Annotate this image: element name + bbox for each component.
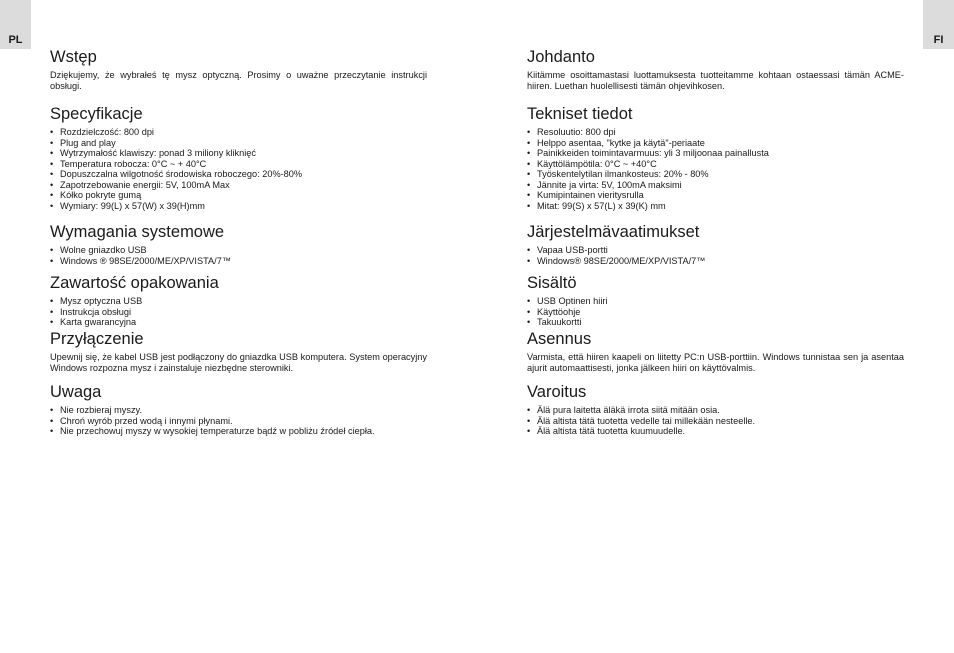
language-tab-pl (0, 0, 31, 49)
section-heading: Asennus (527, 330, 592, 348)
contents-section (50, 273, 427, 329)
section-heading: Wymagania systemowe (50, 223, 225, 241)
list-item: • Rozdzielczość: 800 dpi (50, 127, 427, 138)
list-item: • USB Optinen hiiri (527, 296, 904, 307)
section-heading: Wstęp (50, 48, 97, 66)
contents-list (50, 296, 427, 328)
specs-section (527, 104, 904, 222)
section-heading: Järjestelmävaatimukset (527, 223, 700, 241)
list-item: • Dopuszczalna wilgotność środowiska roboczego: 20%-80% (50, 169, 427, 180)
section-heading: Sisältö (527, 274, 577, 292)
list-item: • Helppo asentaa, "kytke ja käytä"-periaate (527, 138, 904, 149)
list-item: • Windows® 98SE/2000/ME/XP/VISTA/7™ (527, 256, 904, 267)
section-heading: Johdanto (527, 48, 595, 66)
list-item: • Käyttöohje (527, 307, 904, 318)
list-item: • Windows ® 98SE/2000/ME/XP/VISTA/7™ (50, 256, 427, 267)
contents-section (527, 273, 904, 329)
connection-section (50, 329, 427, 382)
list-item: • Karta gwarancyjna (50, 317, 427, 328)
section-heading: Varoitus (527, 383, 587, 401)
requirements-section (50, 222, 427, 273)
list-item: • Resoluutio: 800 dpi (527, 127, 904, 138)
list-item: • Temperatura robocza: 0°C ~ + 40°C (50, 159, 427, 170)
list-item: • Älä altista tätä tuotetta kuumuudelle. (527, 426, 904, 437)
connection-text: Upewnij się, że kabel USB jest podłączony do gniazdka USB komputera. System operacyjny Windows rozpozna mysz i zainstaluje niezbędne sterowniki. (50, 352, 427, 373)
intro-text: Dziękujemy, że wybrałeś tę mysz optyczną. Prosimy o uważne przeczytanie instrukcji obsługi. (50, 70, 427, 91)
intro-text: Kiitämme osoittamastasi luottamuksesta tuotteitamme kohtaan ostaessasi tämän ACME-hiiren. Luethan huolellisesti tämän ohjevihkosen. (527, 70, 904, 91)
section-heading: Zawartość opakowania (50, 274, 219, 292)
finnish-column (527, 47, 904, 437)
list-item: • Plug and play (50, 138, 427, 149)
connection-section (527, 329, 904, 382)
specs-section (50, 104, 427, 222)
section-heading: Tekniset tiedot (527, 105, 633, 123)
requirements-list (50, 245, 427, 266)
warning-section (527, 382, 904, 437)
specs-list (527, 127, 904, 211)
language-tab-fi (923, 0, 954, 49)
list-item: • Vapaa USB-portti (527, 245, 904, 256)
section-heading: Uwaga (50, 383, 102, 401)
language-tab-label: PL (8, 34, 23, 46)
specs-list (50, 127, 427, 211)
warning-list (50, 405, 427, 437)
list-item: • Wymiary: 99(L) x 57(W) x 39(H)mm (50, 201, 427, 212)
list-item: • Zapotrzebowanie energii: 5V, 100mA Max (50, 180, 427, 191)
section-heading: Specyfikacje (50, 105, 143, 123)
connection-text: Varmista, että hiiren kaapeli on liitetty PC:n USB-porttiin. Windows tunnistaa sen ja asentaa ajurit automaattisesti, jonka jälkeen hiiri on käyttövalmis. (527, 352, 904, 373)
list-item: • Nie przechowuj myszy w wysokiej temperaturze bądź w pobliżu źródeł ciepła. (50, 426, 427, 437)
list-item: • Käyttölämpötila: 0°C ~ +40°C (527, 159, 904, 170)
section-heading: Przyłączenie (50, 330, 144, 348)
warning-section (50, 382, 427, 437)
requirements-section (527, 222, 904, 273)
polish-column (50, 47, 427, 437)
list-item: • Chroń wyrób przed wodą i innymi płynami. (50, 416, 427, 427)
warning-list (527, 405, 904, 437)
list-item: • Instrukcja obsługi (50, 307, 427, 318)
list-item: • Nie rozbieraj myszy. (50, 405, 427, 416)
list-item: • Kółko pokryte gumą (50, 190, 427, 201)
list-item: • Työskentelytilan ilmankosteus: 20% - 80% (527, 169, 904, 180)
intro-section (527, 47, 904, 104)
list-item: • Jännite ja virta: 5V, 100mA maksimi (527, 180, 904, 191)
contents-list (527, 296, 904, 328)
list-item: • Älä pura laitetta äläkä irrota siitä mitään osia. (527, 405, 904, 416)
list-item: • Takuukortti (527, 317, 904, 328)
list-item: • Painikkeiden toimintavarmuus: yli 3 miljoonaa painallusta (527, 148, 904, 159)
intro-section (50, 47, 427, 104)
list-item: • Wolne gniazdko USB (50, 245, 427, 256)
list-item: • Kumipintainen vieritysrulla (527, 190, 904, 201)
list-item: • Mysz optyczna USB (50, 296, 427, 307)
list-item: • Mitat: 99(S) x 57(L) x 39(K) mm (527, 201, 904, 212)
language-tab-label: FI (933, 34, 944, 46)
list-item: • Wytrzymałość klawiszy: ponad 3 miliony kliknięć (50, 148, 427, 159)
requirements-list (527, 245, 904, 266)
list-item: • Älä altista tätä tuotetta vedelle tai millekään nesteelle. (527, 416, 904, 427)
